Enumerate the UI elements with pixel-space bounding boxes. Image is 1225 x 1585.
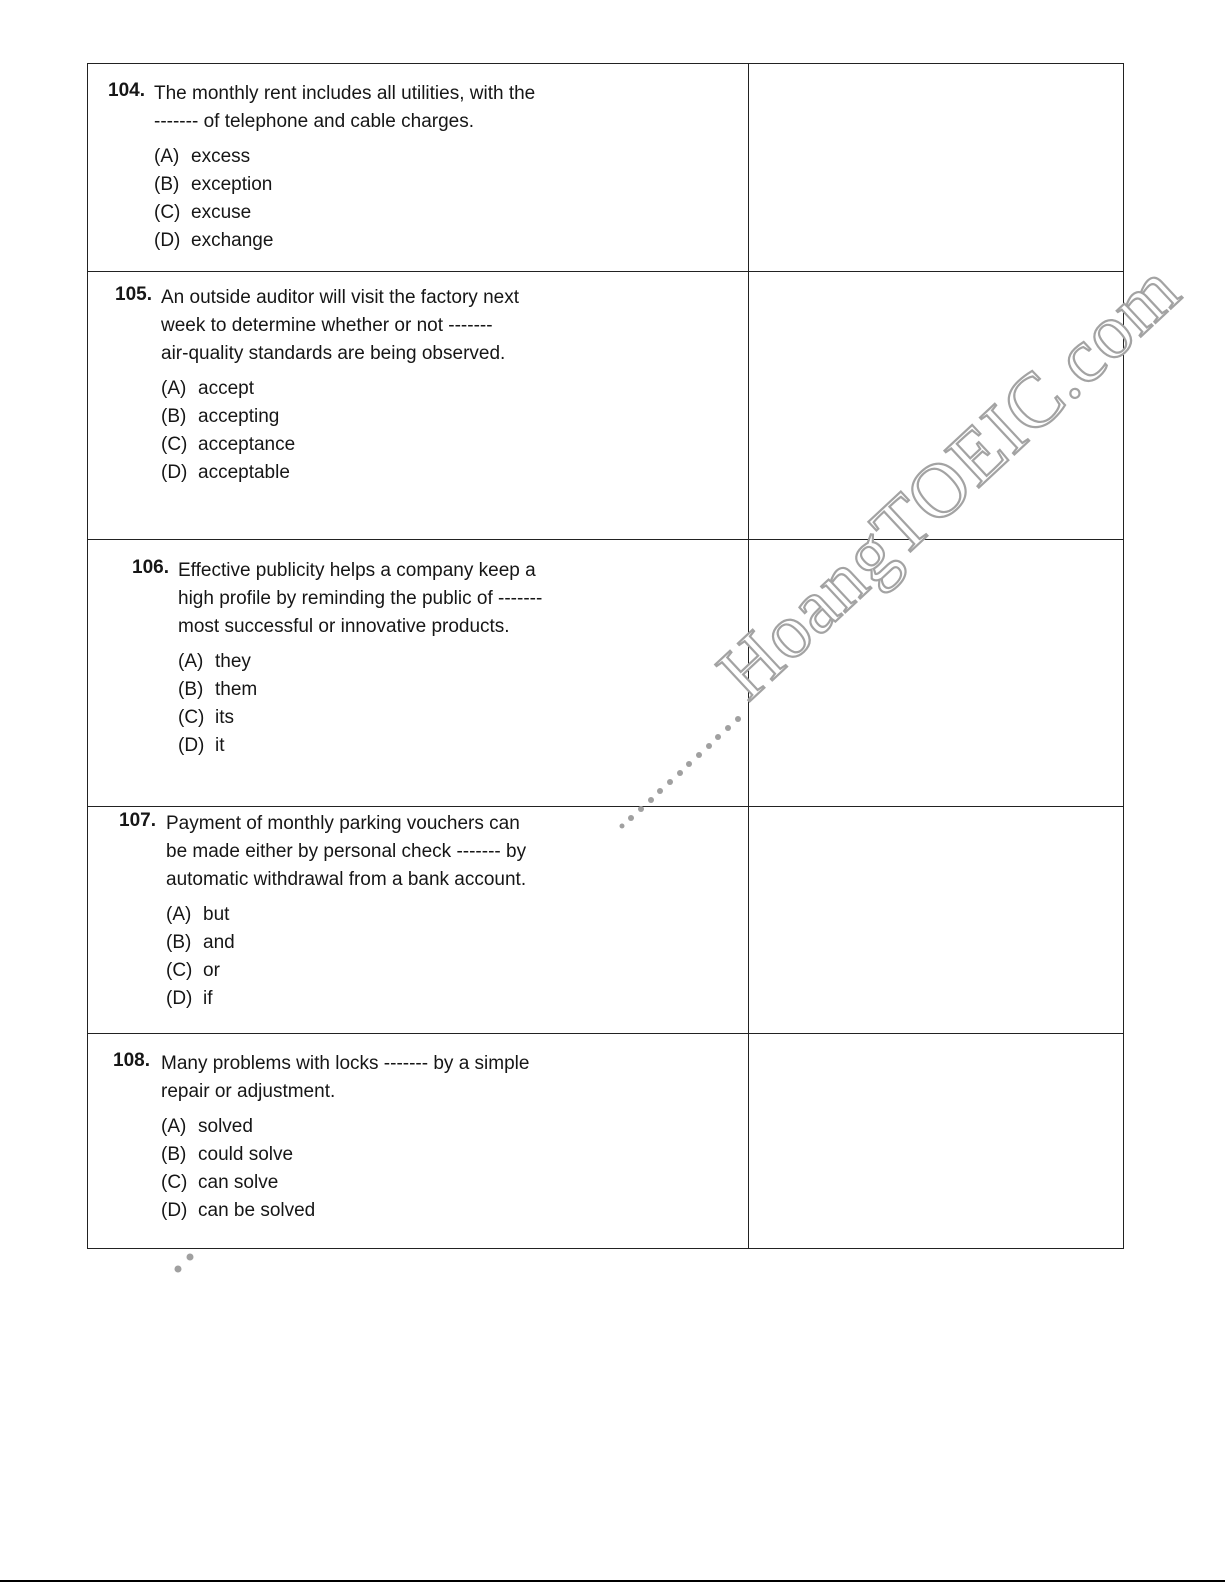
notes-cell [749, 64, 1124, 272]
answer-option-a[interactable] [178, 648, 748, 676]
stem-line: automatic withdrawal from a bank account. [166, 869, 527, 890]
answer-option-d[interactable] [178, 732, 748, 760]
option-letter: (C) [166, 960, 193, 981]
option-letter: (C) [154, 202, 181, 223]
option-text: it [215, 735, 225, 756]
option-text: could solve [198, 1144, 294, 1165]
answer-option-a[interactable] [166, 901, 748, 929]
option-letter: (A) [178, 651, 204, 672]
option-text: acceptance [198, 434, 296, 455]
question-table [87, 63, 1124, 1249]
option-letter: (C) [178, 707, 205, 728]
option-letter: (A) [161, 378, 187, 399]
notes-cell [749, 540, 1124, 807]
notes-cell [749, 272, 1124, 540]
option-text: but [203, 904, 230, 925]
option-letter: (B) [166, 932, 192, 953]
option-letter: (D) [166, 988, 193, 1009]
option-text: exception [191, 174, 273, 195]
option-text: excess [191, 146, 251, 167]
answer-options [166, 901, 748, 1013]
answer-option-c[interactable] [154, 199, 748, 227]
option-text: excuse [191, 202, 252, 223]
answer-option-c[interactable] [166, 957, 748, 985]
answer-option-a[interactable] [154, 143, 748, 171]
page-bottom-rule [0, 1580, 1225, 1582]
stem-line: repair or adjustment. [161, 1081, 336, 1102]
answer-options [154, 143, 748, 255]
option-text: accepting [198, 406, 280, 427]
option-letter: (A) [154, 146, 180, 167]
answer-option-d[interactable] [154, 227, 748, 255]
question-stem [178, 557, 748, 641]
question-number: 105. [115, 284, 152, 305]
answer-options [161, 1113, 748, 1225]
option-text: solved [198, 1116, 253, 1137]
option-text: can be solved [198, 1200, 316, 1221]
question-stem [161, 284, 748, 368]
option-text: they [215, 651, 251, 672]
watermark-text: HoangTOEIC.com [700, 245, 1196, 716]
option-letter: (B) [178, 679, 204, 700]
option-text: exchange [191, 230, 274, 251]
question-cell [88, 807, 749, 1034]
answer-option-d[interactable] [161, 1197, 748, 1225]
stem-line: Effective publicity helps a company keep a [178, 560, 536, 581]
question-number: 104. [108, 80, 145, 101]
option-letter: (D) [154, 230, 181, 251]
option-letter: (D) [161, 1200, 188, 1221]
option-letter: (A) [161, 1116, 187, 1137]
notes-cell [749, 807, 1124, 1034]
answer-option-a[interactable] [161, 1113, 748, 1141]
option-text: or [203, 960, 220, 981]
option-letter: (D) [178, 735, 205, 756]
option-letter: (B) [154, 174, 180, 195]
question-stem [161, 1050, 748, 1106]
option-letter: (C) [161, 434, 188, 455]
option-text: and [203, 932, 235, 953]
stem-line: air-quality standards are being observed. [161, 343, 506, 364]
question-row [88, 64, 1124, 272]
stem-line: week to determine whether or not ------- [161, 315, 493, 336]
option-text: them [215, 679, 258, 700]
stem-line: Many problems with locks ------- by a simple [161, 1053, 530, 1074]
stem-line: most successful or innovative products. [178, 616, 510, 637]
answer-options [161, 375, 748, 487]
answer-option-c[interactable] [161, 1169, 748, 1197]
option-text: acceptable [198, 462, 290, 483]
stem-line: The monthly rent includes all utilities, with the [154, 83, 536, 104]
answer-option-b[interactable] [161, 403, 748, 431]
answer-option-b[interactable] [161, 1141, 748, 1169]
option-letter: (A) [166, 904, 192, 925]
option-letter: (B) [161, 406, 187, 427]
question-stem [154, 80, 748, 136]
answer-option-b[interactable] [166, 929, 748, 957]
stem-line: ------- of telephone and cable charges. [154, 111, 474, 132]
answer-option-d[interactable] [161, 459, 748, 487]
question-row [88, 807, 1124, 1034]
answer-option-d[interactable] [166, 985, 748, 1013]
option-text: its [215, 707, 234, 728]
answer-option-c[interactable] [178, 704, 748, 732]
stem-line: be made either by personal check ------- by [166, 841, 527, 862]
question-number: 108. [113, 1050, 150, 1071]
answer-option-a[interactable] [161, 375, 748, 403]
stem-line: high profile by reminding the public of ------- [178, 588, 543, 609]
question-number: 106. [132, 557, 169, 578]
answer-option-c[interactable] [161, 431, 748, 459]
question-row [88, 272, 1124, 540]
stem-line: An outside auditor will visit the factory next [161, 287, 520, 308]
question-cell [88, 272, 749, 540]
answer-option-b[interactable] [178, 676, 748, 704]
option-letter: (C) [161, 1172, 188, 1193]
answer-option-b[interactable] [154, 171, 748, 199]
option-text: accept [198, 378, 254, 399]
question-cell [88, 540, 749, 807]
option-text: if [203, 988, 213, 1009]
question-row [88, 1034, 1124, 1249]
answer-options [178, 648, 748, 760]
question-cell [88, 64, 749, 272]
question-cell [88, 1034, 749, 1249]
option-text: can solve [198, 1172, 279, 1193]
question-row [88, 540, 1124, 807]
question-number: 107. [119, 810, 156, 831]
option-letter: (D) [161, 462, 188, 483]
question-stem [166, 810, 748, 894]
option-letter: (B) [161, 1144, 187, 1165]
notes-cell [749, 1034, 1124, 1249]
stem-line: Payment of monthly parking vouchers can [166, 813, 520, 834]
